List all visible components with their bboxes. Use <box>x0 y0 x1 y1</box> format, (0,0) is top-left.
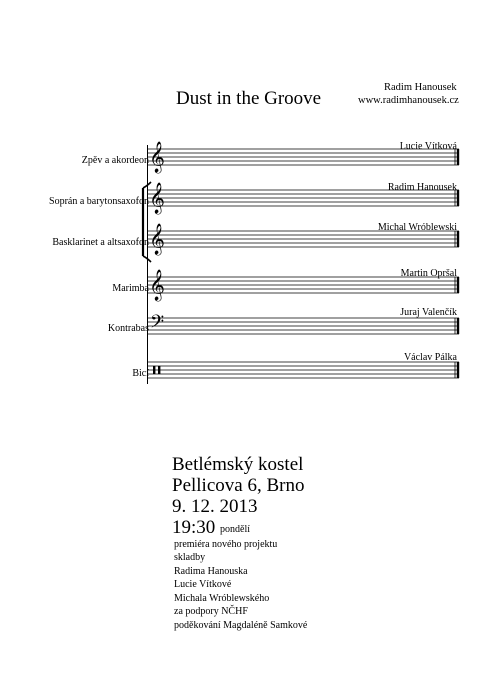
event-address: Pellicova 6, Brno <box>172 475 305 496</box>
performer-name: Juraj Valenčík <box>400 307 457 318</box>
performer-name: Lucie Vítková <box>399 141 457 152</box>
event-weekday: pondělí <box>220 524 250 535</box>
staff <box>148 231 460 247</box>
composer-website: www.radimhanousek.cz <box>358 95 459 106</box>
piece-title: Dust in the Groove <box>176 88 322 109</box>
event-time: 19:30 <box>172 517 216 538</box>
event-venue: Betlémský kostel <box>172 454 304 475</box>
treble-clef-icon <box>149 269 165 302</box>
instrument-label: Kontrabas <box>107 323 149 334</box>
svg-text:𝄞: 𝄞 <box>149 223 165 255</box>
staff <box>148 318 460 334</box>
instrument-label: Basklarinet a altsaxofon <box>52 237 149 248</box>
performer-name: Martin Opršal <box>400 268 457 279</box>
instrument-label: Marimba <box>112 283 149 294</box>
instrument-label: Soprán a barytonsaxofon <box>49 196 149 207</box>
event-note: premiéra nového projektu <box>174 539 278 550</box>
event-note: poděkování Magdaléně Samkové <box>174 620 308 631</box>
performer-name: Radim Hanousek <box>387 182 457 193</box>
svg-text:𝄞: 𝄞 <box>149 141 165 173</box>
svg-text:𝄞: 𝄞 <box>149 182 165 214</box>
event-note: za podpory NČHF <box>174 606 248 617</box>
event-note: Lucie Vítkové <box>174 579 232 590</box>
performer-name: Václav Pálka <box>403 352 457 363</box>
event-note: Michala Wróblewského <box>174 593 270 604</box>
performer-name: Michal Wróblewski <box>377 222 457 233</box>
event-note: skladby <box>174 552 206 563</box>
staff <box>148 362 460 378</box>
staff <box>148 277 460 293</box>
bass-clef-icon <box>150 312 164 337</box>
instrument-label: Bicí <box>132 368 149 379</box>
treble-clef-icon <box>149 182 165 215</box>
svg-text:𝄢: 𝄢 <box>150 312 165 337</box>
event-date: 9. 12. 2013 <box>172 496 258 517</box>
svg-text:𝄞: 𝄞 <box>149 269 165 301</box>
treble-clef-icon <box>149 141 165 174</box>
event-note: Radima Hanouska <box>174 566 248 577</box>
treble-clef-icon <box>149 223 165 256</box>
composer-name: Radim Hanousek <box>384 82 457 93</box>
instrument-label: Zpěv a akordeon <box>81 155 149 166</box>
